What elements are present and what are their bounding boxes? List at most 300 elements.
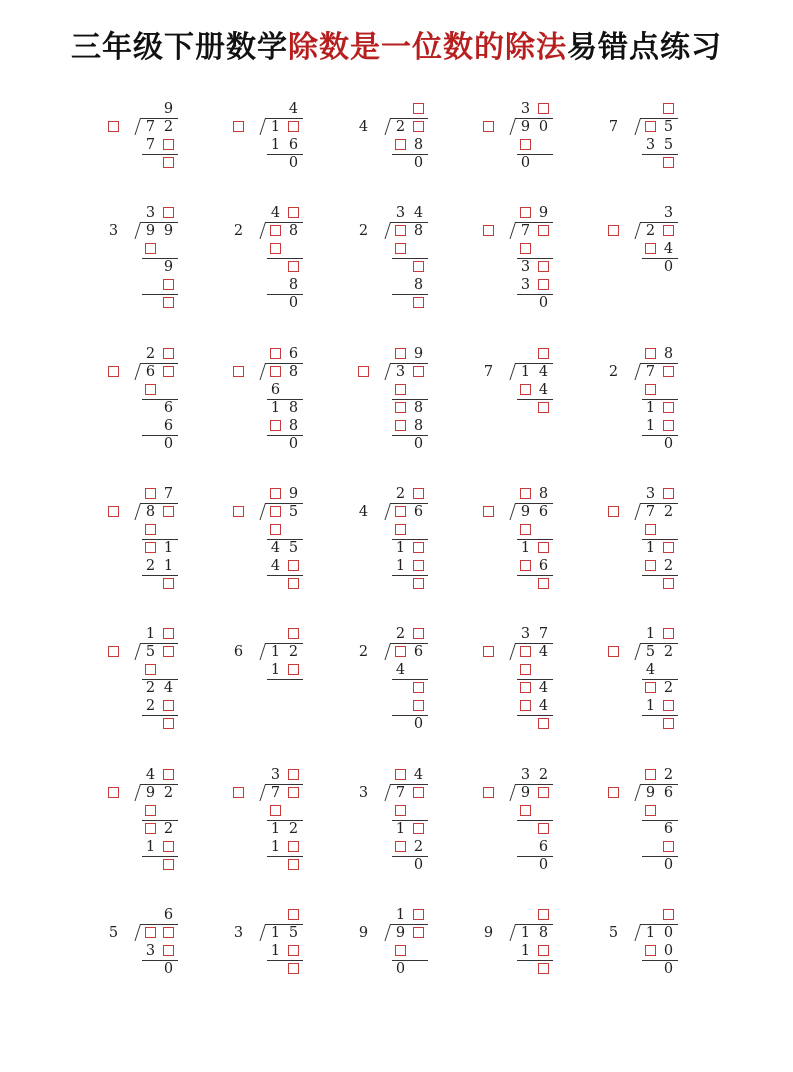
dividend-digit: 1	[520, 364, 531, 380]
answer-box[interactable]	[270, 420, 281, 431]
division-problem	[232, 204, 342, 354]
answer-box[interactable]	[538, 225, 549, 236]
step-digit: 0	[163, 436, 174, 452]
quotient-row	[482, 766, 592, 784]
answer-box[interactable]	[395, 646, 406, 657]
division-bracket-top	[140, 363, 178, 364]
divisor: 7	[608, 119, 619, 135]
step-digit: 1	[645, 698, 656, 714]
division-bracket-top	[640, 222, 678, 223]
step-digit: 9	[163, 259, 174, 275]
quotient-row	[482, 485, 592, 503]
answer-box[interactable]	[538, 402, 549, 413]
answer-box[interactable]	[483, 506, 494, 517]
divisor: 2	[608, 364, 619, 380]
step-digit: 4	[645, 662, 656, 678]
step-row	[607, 417, 717, 435]
step-digit: 3	[520, 277, 531, 293]
answer-box[interactable]	[520, 682, 531, 693]
dividend-digit: 2	[645, 223, 656, 239]
answer-box[interactable]	[645, 769, 656, 780]
dividend-digit: 1	[270, 119, 281, 135]
step-digit: 4	[395, 662, 406, 678]
division-problem	[482, 766, 592, 916]
answer-box[interactable]	[288, 664, 299, 675]
answer-box[interactable]	[163, 927, 174, 938]
answer-box[interactable]	[483, 787, 494, 798]
step-digit: 4	[270, 558, 281, 574]
answer-box[interactable]	[663, 628, 674, 639]
step-row	[232, 856, 342, 874]
answer-box[interactable]	[288, 628, 299, 639]
quotient-row	[607, 485, 717, 503]
step-row	[482, 856, 592, 874]
quotient-row	[357, 100, 467, 118]
step-row	[482, 820, 592, 838]
quotient-digit: 3	[395, 205, 406, 221]
answer-box[interactable]	[395, 225, 406, 236]
answer-box[interactable]	[163, 207, 174, 218]
step-row	[232, 521, 342, 539]
answer-box[interactable]	[163, 348, 174, 359]
answer-box[interactable]	[413, 366, 424, 377]
dividend-digit: 7	[645, 364, 656, 380]
step-row	[482, 399, 592, 417]
step-row	[357, 154, 467, 172]
dividend-digit: 9	[145, 223, 156, 239]
division-bracket-top	[390, 784, 428, 785]
answer-box[interactable]	[663, 157, 674, 168]
division-problem	[232, 766, 342, 916]
dividend-row	[482, 222, 592, 240]
step-row	[107, 679, 217, 697]
answer-box[interactable]	[145, 524, 156, 535]
answer-box[interactable]	[145, 823, 156, 834]
division-problem	[607, 345, 717, 495]
step-row	[357, 381, 467, 399]
answer-box[interactable]	[413, 682, 424, 693]
answer-box[interactable]	[538, 348, 549, 359]
answer-box[interactable]	[608, 225, 619, 236]
division-problem	[232, 906, 342, 1056]
division-problem	[482, 906, 592, 1056]
dividend-row	[607, 784, 717, 802]
dividend-row	[357, 118, 467, 136]
step-digit: 1	[270, 821, 281, 837]
answer-box[interactable]	[108, 787, 119, 798]
answer-box[interactable]	[163, 366, 174, 377]
step-row	[107, 381, 217, 399]
answer-box[interactable]	[163, 646, 174, 657]
answer-box[interactable]	[413, 560, 424, 571]
title-part-3: 易错点练习	[567, 30, 722, 65]
answer-box[interactable]	[608, 646, 619, 657]
answer-box[interactable]	[520, 488, 531, 499]
dividend-digit: 5	[288, 925, 299, 941]
answer-box[interactable]	[645, 945, 656, 956]
answer-box[interactable]	[145, 805, 156, 816]
answer-box[interactable]	[608, 506, 619, 517]
step-digit: 1	[645, 540, 656, 556]
answer-box[interactable]	[270, 243, 281, 254]
division-problem	[107, 906, 217, 1056]
answer-box[interactable]	[163, 578, 174, 589]
answer-box[interactable]	[483, 646, 494, 657]
answer-box[interactable]	[358, 366, 369, 377]
step-digit: 1	[645, 400, 656, 416]
answer-box[interactable]	[538, 909, 549, 920]
answer-box[interactable]	[520, 524, 531, 535]
answer-box[interactable]	[395, 945, 406, 956]
dividend-digit: 8	[288, 364, 299, 380]
dividend-row	[107, 363, 217, 381]
answer-box[interactable]	[413, 628, 424, 639]
answer-box[interactable]	[645, 348, 656, 359]
step-digit: 0	[520, 155, 531, 171]
answer-box[interactable]	[663, 542, 674, 553]
answer-box[interactable]	[413, 103, 424, 114]
answer-box[interactable]	[163, 628, 174, 639]
dividend-row	[232, 643, 342, 661]
quotient-row	[482, 204, 592, 222]
answer-box[interactable]	[163, 859, 174, 870]
answer-box[interactable]	[538, 103, 549, 114]
answer-box[interactable]	[520, 384, 531, 395]
answer-box[interactable]	[270, 805, 281, 816]
answer-box[interactable]	[270, 225, 281, 236]
answer-box[interactable]	[645, 805, 656, 816]
dividend-digit: 1	[645, 925, 656, 941]
division-problem	[357, 485, 467, 635]
step-digit: 8	[413, 137, 424, 153]
answer-box[interactable]	[145, 384, 156, 395]
answer-box[interactable]	[233, 787, 244, 798]
division-problem	[107, 766, 217, 916]
quotient-digit: 4	[270, 205, 281, 221]
step-row	[357, 679, 467, 697]
step-row	[107, 575, 217, 593]
answer-box[interactable]	[395, 348, 406, 359]
quotient-row	[232, 906, 342, 924]
division-bracket-top	[515, 503, 553, 504]
answer-box[interactable]	[145, 488, 156, 499]
answer-box[interactable]	[395, 384, 406, 395]
answer-box[interactable]	[645, 524, 656, 535]
answer-box[interactable]	[645, 121, 656, 132]
quotient-digit: 8	[663, 346, 674, 362]
step-row	[357, 715, 467, 733]
step-row	[357, 521, 467, 539]
quotient-digit: 8	[538, 486, 549, 502]
dividend-digit: 6	[538, 504, 549, 520]
answer-box[interactable]	[520, 664, 531, 675]
division-bracket-top	[515, 924, 553, 925]
answer-box[interactable]	[483, 121, 494, 132]
answer-box[interactable]	[538, 718, 549, 729]
answer-box[interactable]	[663, 841, 674, 852]
answer-box[interactable]	[163, 718, 174, 729]
answer-box[interactable]	[288, 787, 299, 798]
answer-box[interactable]	[108, 121, 119, 132]
step-row	[607, 539, 717, 557]
dividend-digit: 6	[413, 504, 424, 520]
quotient-digit: 3	[270, 767, 281, 783]
answer-box[interactable]	[288, 121, 299, 132]
answer-box[interactable]	[663, 718, 674, 729]
answer-box[interactable]	[413, 578, 424, 589]
step-digit: 4	[538, 698, 549, 714]
answer-box[interactable]	[538, 945, 549, 956]
answer-box[interactable]	[663, 909, 674, 920]
step-digit: 0	[413, 155, 424, 171]
step-digit: 1	[145, 839, 156, 855]
step-digit: 2	[663, 558, 674, 574]
division-bracket-top	[140, 503, 178, 504]
step-digit: 0	[663, 857, 674, 873]
answer-box[interactable]	[288, 769, 299, 780]
answer-box[interactable]	[145, 927, 156, 938]
quotient-row	[107, 485, 217, 503]
answer-box[interactable]	[663, 700, 674, 711]
answer-box[interactable]	[413, 121, 424, 132]
answer-box[interactable]	[413, 261, 424, 272]
answer-box[interactable]	[663, 420, 674, 431]
answer-box[interactable]	[108, 506, 119, 517]
step-digit: 0	[413, 857, 424, 873]
answer-box[interactable]	[413, 823, 424, 834]
quotient-digit: 4	[413, 767, 424, 783]
dividend-digit: 8	[145, 504, 156, 520]
answer-box[interactable]	[483, 225, 494, 236]
step-digit: 0	[413, 436, 424, 452]
answer-box[interactable]	[413, 700, 424, 711]
dividend-digit: 2	[395, 119, 406, 135]
answer-box[interactable]	[645, 682, 656, 693]
dividend-row	[357, 503, 467, 521]
answer-box[interactable]	[288, 560, 299, 571]
quotient-row	[607, 766, 717, 784]
answer-box[interactable]	[163, 506, 174, 517]
answer-box[interactable]	[163, 279, 174, 290]
division-bracket-top	[390, 363, 428, 364]
answer-box[interactable]	[395, 805, 406, 816]
answer-box[interactable]	[233, 506, 244, 517]
title-part-2: 除数是一位数的除法	[288, 30, 567, 65]
answer-box[interactable]	[233, 366, 244, 377]
step-digit: 1	[395, 821, 406, 837]
division-bracket-top	[265, 363, 303, 364]
step-digit: 2	[413, 839, 424, 855]
answer-box[interactable]	[538, 578, 549, 589]
step-row	[482, 802, 592, 820]
answer-box[interactable]	[395, 243, 406, 254]
answer-box[interactable]	[395, 420, 406, 431]
answer-box[interactable]	[288, 261, 299, 272]
answer-box[interactable]	[395, 139, 406, 150]
quotient-row	[232, 204, 342, 222]
answer-box[interactable]	[395, 506, 406, 517]
answer-box[interactable]	[145, 664, 156, 675]
answer-box[interactable]	[538, 542, 549, 553]
answer-box[interactable]	[645, 384, 656, 395]
step-row	[232, 820, 342, 838]
division-bracket-top	[515, 118, 553, 119]
answer-box[interactable]	[163, 700, 174, 711]
answer-box[interactable]	[163, 157, 174, 168]
answer-box[interactable]	[395, 402, 406, 413]
answer-box[interactable]	[288, 207, 299, 218]
answer-box[interactable]	[520, 207, 531, 218]
step-digit: 0	[663, 259, 674, 275]
answer-box[interactable]	[270, 348, 281, 359]
answer-box[interactable]	[663, 225, 674, 236]
step-digit: 6	[538, 839, 549, 855]
step-row	[607, 575, 717, 593]
answer-box[interactable]	[538, 787, 549, 798]
answer-box[interactable]	[288, 841, 299, 852]
step-digit: 1	[395, 540, 406, 556]
dividend-row	[107, 503, 217, 521]
answer-box[interactable]	[663, 103, 674, 114]
divisor: 3	[358, 785, 369, 801]
answer-box[interactable]	[538, 963, 549, 974]
answer-box[interactable]	[520, 646, 531, 657]
answer-box[interactable]	[413, 787, 424, 798]
step-row	[482, 521, 592, 539]
answer-box[interactable]	[645, 560, 656, 571]
answer-box[interactable]	[108, 646, 119, 657]
step-digit: 0	[538, 295, 549, 311]
answer-box[interactable]	[288, 945, 299, 956]
step-row	[482, 276, 592, 294]
quotient-digit: 3	[520, 767, 531, 783]
step-row	[107, 276, 217, 294]
step-digit: 6	[663, 821, 674, 837]
answer-box[interactable]	[413, 909, 424, 920]
dividend-row	[357, 363, 467, 381]
step-digit: 1	[270, 137, 281, 153]
dividend-digit: 9	[520, 119, 531, 135]
answer-box[interactable]	[288, 909, 299, 920]
step-row	[232, 399, 342, 417]
answer-box[interactable]	[163, 769, 174, 780]
quotient-row	[357, 766, 467, 784]
answer-box[interactable]	[663, 402, 674, 413]
division-problem	[232, 345, 342, 495]
answer-box[interactable]	[538, 279, 549, 290]
answer-box[interactable]	[163, 139, 174, 150]
dividend-digit: 8	[288, 223, 299, 239]
step-row	[357, 417, 467, 435]
division-bracket-top	[390, 222, 428, 223]
dividend-digit: 7	[145, 119, 156, 135]
step-row	[107, 802, 217, 820]
step-row	[482, 942, 592, 960]
step-row	[107, 240, 217, 258]
division-problem	[482, 485, 592, 635]
step-row	[107, 960, 217, 978]
answer-box[interactable]	[538, 823, 549, 834]
answer-box[interactable]	[270, 366, 281, 377]
step-row	[607, 802, 717, 820]
answer-box[interactable]	[233, 121, 244, 132]
step-digit: 1	[270, 400, 281, 416]
dividend-row	[607, 503, 717, 521]
answer-box[interactable]	[413, 297, 424, 308]
title-part-1: 三年级下册数学	[71, 30, 288, 65]
answer-box[interactable]	[270, 524, 281, 535]
answer-box[interactable]	[288, 578, 299, 589]
step-digit: 2	[163, 821, 174, 837]
answer-box[interactable]	[663, 366, 674, 377]
answer-box[interactable]	[395, 769, 406, 780]
answer-box[interactable]	[288, 859, 299, 870]
step-row	[357, 838, 467, 856]
division-bracket-top	[640, 118, 678, 119]
answer-box[interactable]	[395, 524, 406, 535]
answer-box[interactable]	[608, 787, 619, 798]
answer-box[interactable]	[163, 841, 174, 852]
answer-box[interactable]	[520, 243, 531, 254]
step-digit: 8	[288, 277, 299, 293]
answer-box[interactable]	[145, 243, 156, 254]
answer-box[interactable]	[520, 700, 531, 711]
step-row	[357, 960, 467, 978]
answer-box[interactable]	[395, 841, 406, 852]
quotient-row	[107, 345, 217, 363]
answer-box[interactable]	[270, 506, 281, 517]
step-row	[232, 240, 342, 258]
divisor: 5	[108, 925, 119, 941]
step-row	[232, 557, 342, 575]
answer-box[interactable]	[163, 945, 174, 956]
division-problem	[482, 204, 592, 354]
answer-box[interactable]	[520, 805, 531, 816]
step-row	[482, 557, 592, 575]
answer-box[interactable]	[108, 366, 119, 377]
answer-box[interactable]	[520, 560, 531, 571]
step-row	[232, 942, 342, 960]
answer-box[interactable]	[163, 297, 174, 308]
answer-box[interactable]	[538, 261, 549, 272]
step-row	[107, 942, 217, 960]
dividend-digit: 0	[538, 119, 549, 135]
answer-box[interactable]	[413, 488, 424, 499]
answer-box[interactable]	[288, 963, 299, 974]
division-bracket-top	[390, 643, 428, 644]
quotient-row	[607, 345, 717, 363]
answer-box[interactable]	[663, 488, 674, 499]
step-row	[107, 417, 217, 435]
dividend-digit: 2	[288, 644, 299, 660]
answer-box[interactable]	[413, 927, 424, 938]
step-digit: 3	[645, 137, 656, 153]
answer-box[interactable]	[645, 243, 656, 254]
answer-box[interactable]	[270, 488, 281, 499]
quotient-row	[607, 204, 717, 222]
division-bracket-top	[640, 363, 678, 364]
answer-box[interactable]	[663, 578, 674, 589]
dividend-row	[357, 924, 467, 942]
answer-box[interactable]	[413, 542, 424, 553]
quotient-row	[482, 906, 592, 924]
dividend-digit: 9	[645, 785, 656, 801]
answer-box[interactable]	[145, 542, 156, 553]
step-row	[607, 679, 717, 697]
quotient-digit: 4	[145, 767, 156, 783]
step-row	[607, 838, 717, 856]
answer-box[interactable]	[520, 139, 531, 150]
